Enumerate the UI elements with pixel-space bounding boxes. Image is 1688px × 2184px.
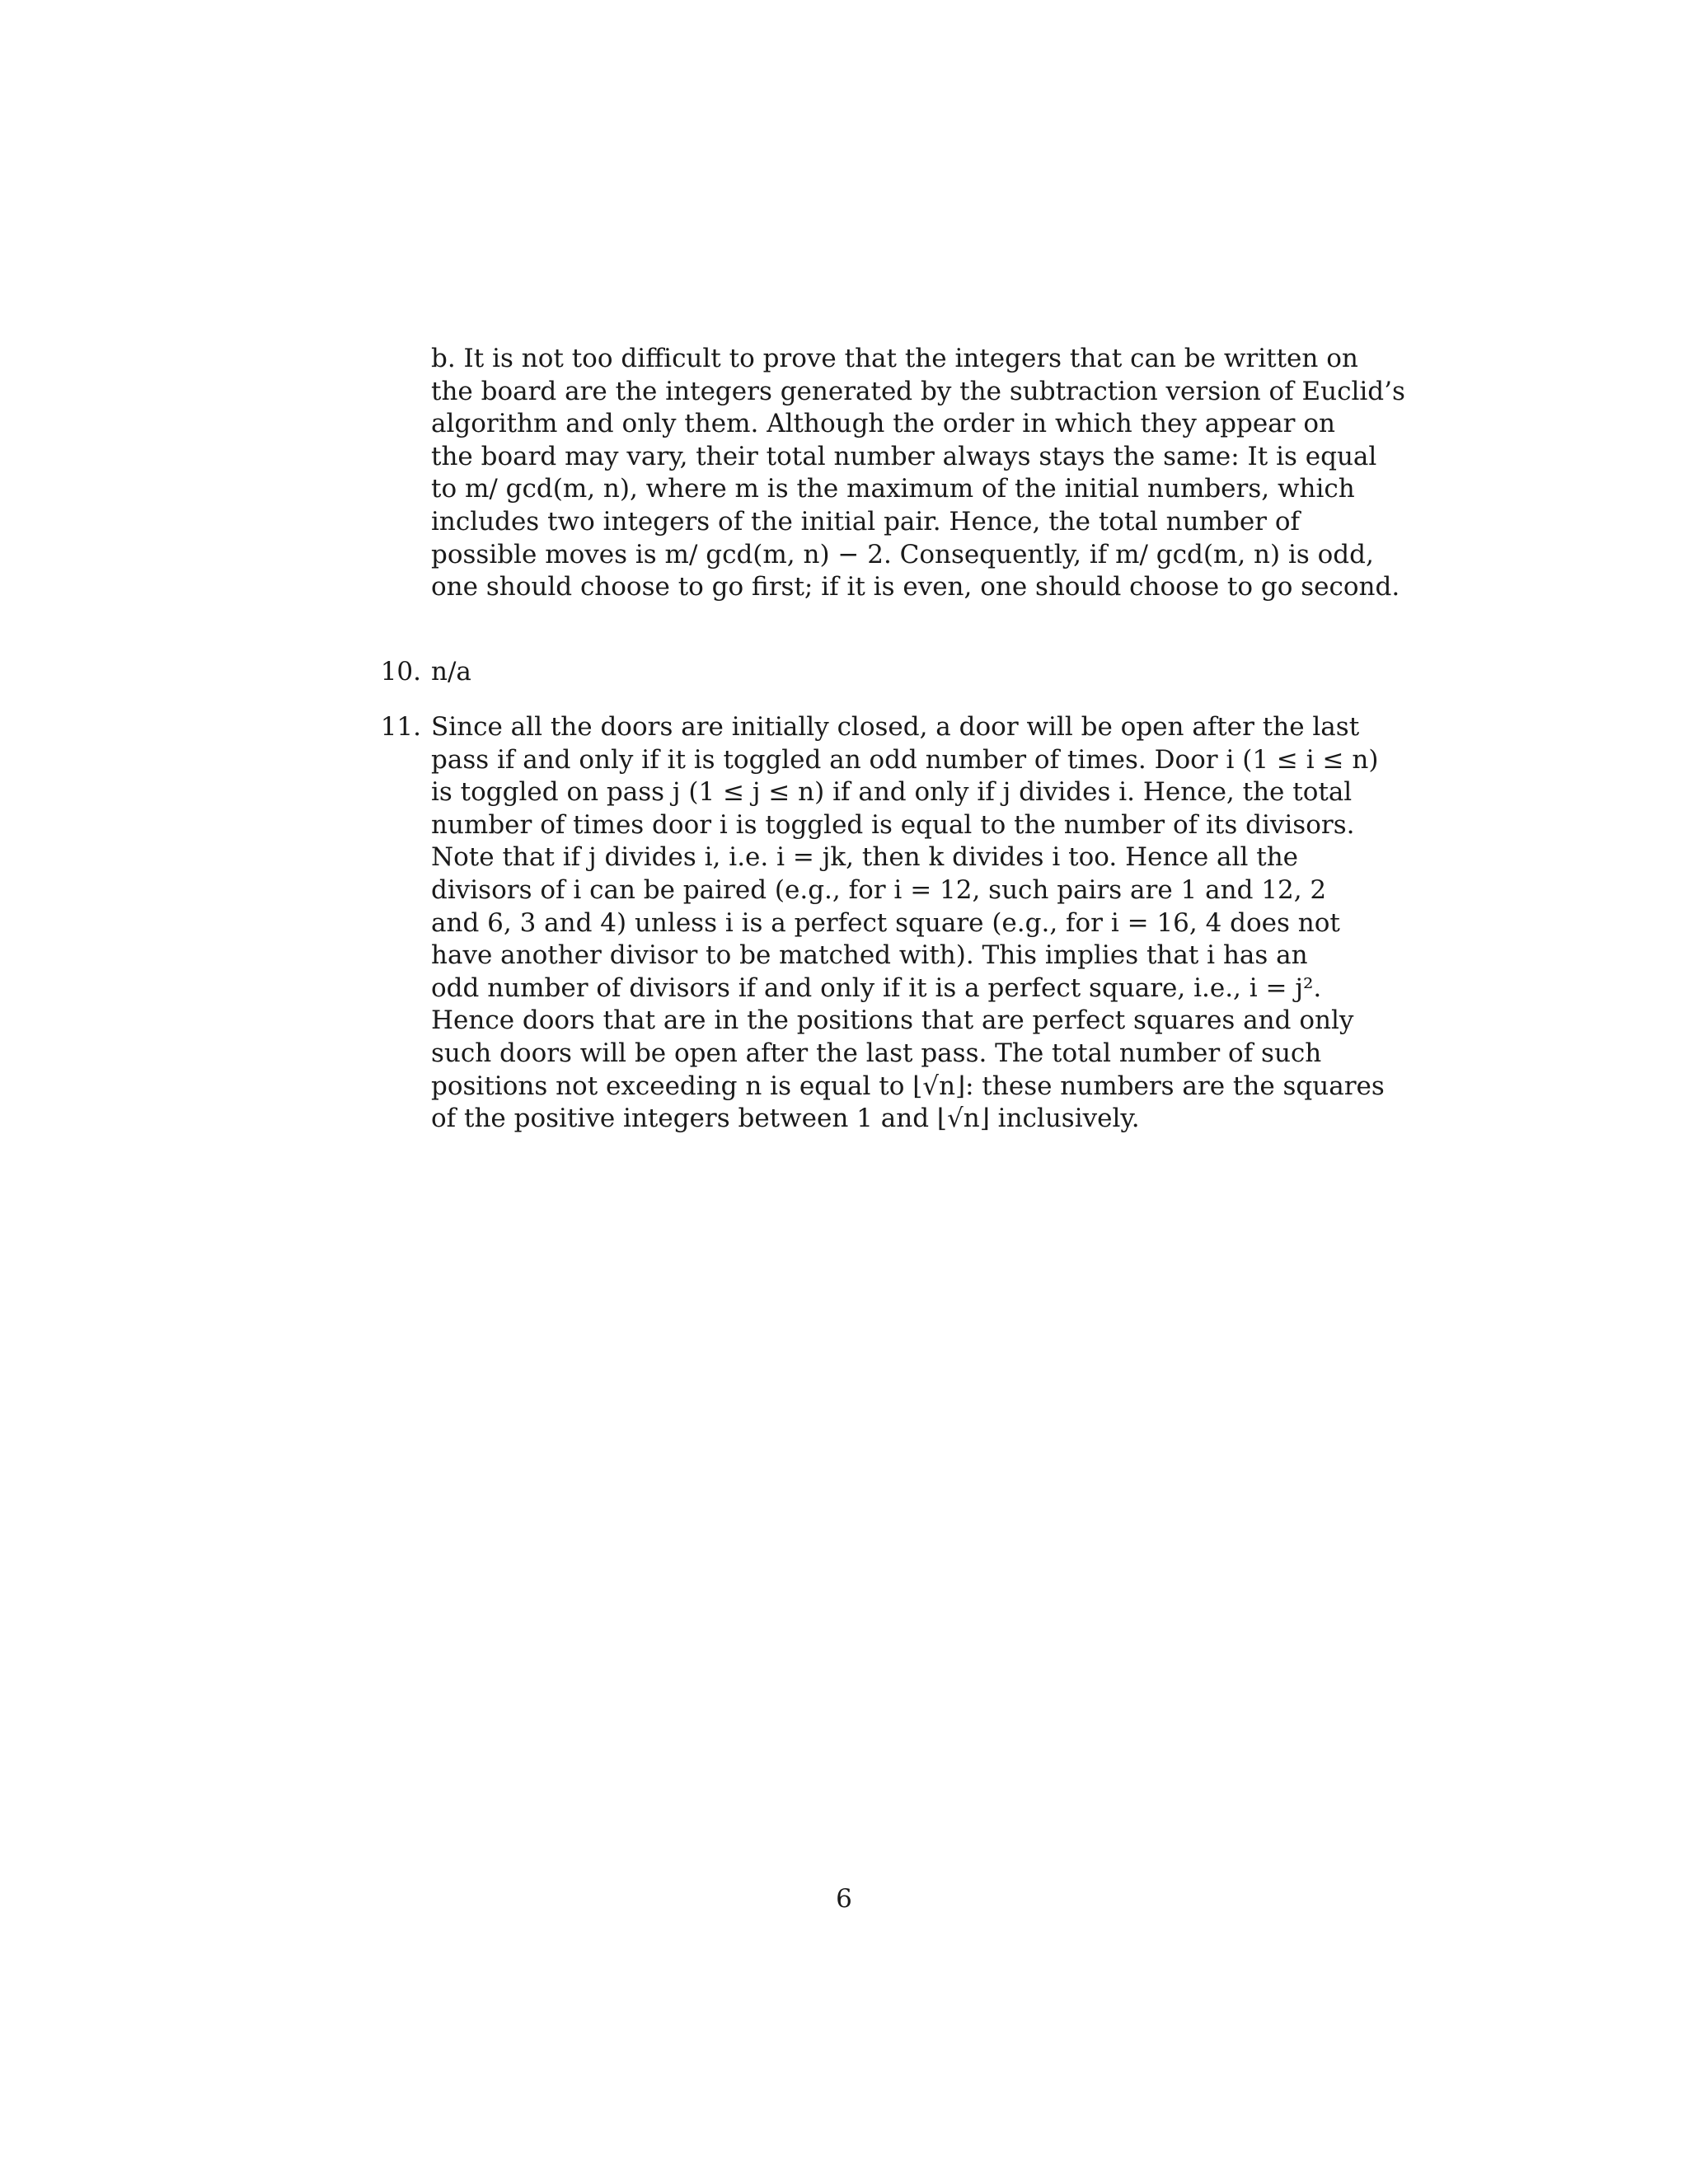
item-number: 10. [380,657,421,687]
paragraph-line: and 6, 3 and 4) unless i is a perfect square (e.g., for i = 16, 4 does not [431,907,1340,938]
paragraph-line: odd number of divisors if and only if it is a perfect square, i.e., i = j². [431,972,1322,1003]
paragraph-line: number of times door i is toggled is equal to the number of its divisors. [431,809,1355,840]
paragraph-line: algorithm and only them. Although the order in which they appear on [431,409,1335,439]
paragraph-line: includes two integers of the initial pair. Hence, the total number of [431,506,1300,537]
item-number: 11. [380,712,421,742]
paragraph-line: divisors of i can be paired (e.g., for i = 12, such pairs are 1 and 12, 2 [431,874,1327,905]
paragraph-line: Hence doors that are in the positions that are perfect squares and only [431,1005,1354,1036]
paragraph-line: b. It is not too difficult to prove that the integers that can be written on [431,344,1358,373]
paragraph-line: of the positive integers between 1 and ⌊√n⌋ inclusively. [431,1104,1140,1134]
paragraph-line: the board are the integers generated by the subtraction version of Euclid’s [431,376,1405,406]
paragraph-line: Since all the doors are initially closed, a door will be open after the last [431,712,1360,742]
paragraph-line: the board may vary, their total number always stays the same: It is equal [431,441,1377,471]
paragraph-line: one should choose to go first; if it is even, one should choose to go second. [431,572,1400,602]
paragraph-line: pass if and only if it is toggled an odd number of times. Door i (1 ≤ i ≤ n) [431,744,1379,775]
solution-item-11 [380,711,1385,1136]
paragraph-line: is toggled on pass j (1 ≤ j ≤ n) if and only if j divides i. Hence, the total [431,777,1353,808]
solution-item-10 [380,656,1298,689]
paragraph-line: have another divisor to be matched with). This implies that i has an [431,940,1308,971]
paragraph-line: such doors will be open after the last pass. The total number of such [431,1038,1322,1068]
item-text: n/a [431,657,471,687]
solution-part-b [431,343,1405,604]
page-number: 6 [836,1884,852,1914]
paragraph-line: possible moves is m/ gcd(m, n) − 2. Consequently, if m/ gcd(m, n) is odd, [431,539,1374,569]
paragraph-line: Note that if j divides i, i.e. i = jk, then k divides i too. Hence all the [431,842,1298,873]
paragraph-line: positions not exceeding n is equal to ⌊√n⌋: these numbers are the squares [431,1071,1385,1101]
paragraph-line: to m/ gcd(m, n), where m is the maximum of the initial numbers, which [431,474,1355,504]
